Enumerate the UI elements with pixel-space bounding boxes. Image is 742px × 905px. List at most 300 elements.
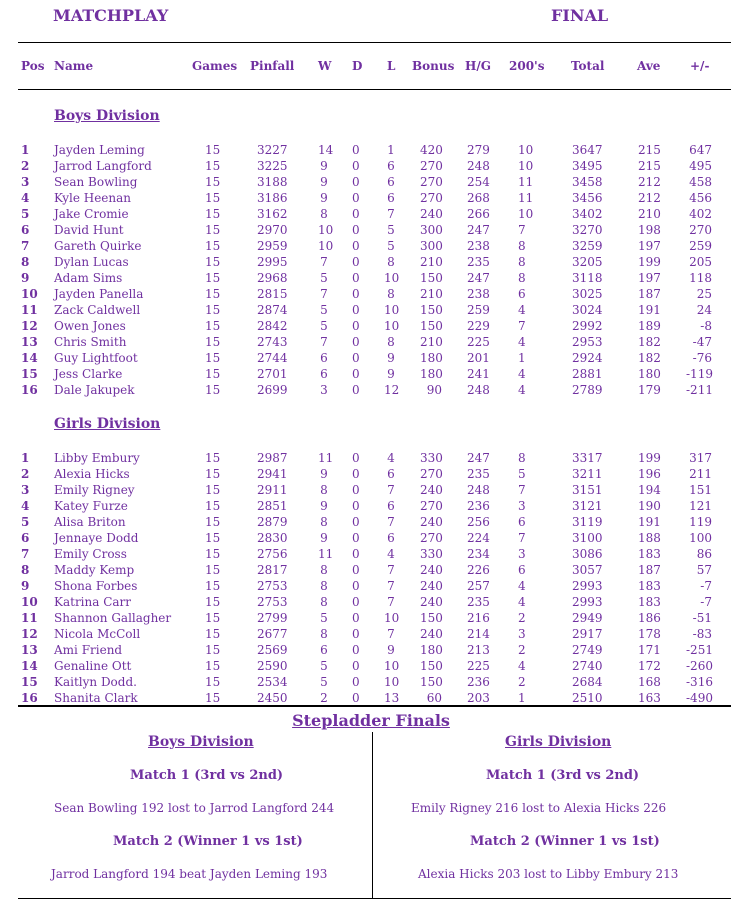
stepladder-girls-match2-label: Match 2 (Winner 1 vs 1st)	[470, 834, 660, 849]
cell-total: 2924	[572, 351, 603, 365]
cell-l: 1	[387, 143, 395, 157]
cell-ave: 215	[638, 143, 661, 157]
cell-bonus: 240	[420, 515, 443, 529]
cell-plusminus: 118	[689, 271, 712, 285]
table-row	[0, 514, 742, 530]
cell-d: 0	[352, 499, 360, 513]
cell-pos: 3	[21, 175, 30, 189]
cell-w: 6	[320, 367, 328, 381]
cell-bonus: 180	[420, 367, 443, 381]
cell-200s: 7	[518, 319, 526, 333]
cell-w: 9	[320, 531, 328, 545]
stepladder-boys-match1-result: Sean Bowling 192 lost to Jarrod Langford 244	[54, 801, 335, 815]
cell-pos: 14	[21, 659, 38, 673]
cell-d: 0	[352, 191, 360, 205]
cell-plusminus: 100	[689, 531, 712, 545]
cell-pinfall: 2959	[257, 239, 288, 253]
cell-hg: 247	[467, 223, 490, 237]
cell-w: 11	[318, 451, 334, 465]
col-pinfall: Pinfall	[250, 59, 295, 73]
cell-name: Shannon Gallagher	[54, 611, 172, 625]
cell-l: 4	[387, 451, 395, 465]
cell-pos: 6	[21, 223, 30, 237]
cell-pos: 11	[21, 303, 38, 317]
cell-total: 2953	[572, 335, 603, 349]
cell-games: 15	[205, 143, 221, 157]
cell-name: Jayden Leming	[54, 143, 145, 157]
cell-total: 2881	[572, 367, 603, 381]
cell-200s: 2	[518, 611, 526, 625]
col-200s: 200's	[509, 59, 545, 73]
cell-total: 3025	[572, 287, 603, 301]
cell-pos: 9	[21, 579, 30, 593]
cell-bonus: 240	[420, 579, 443, 593]
cell-pinfall: 3186	[257, 191, 288, 205]
title-matchplay: MATCHPLAY	[53, 6, 169, 25]
cell-name: Dale Jakupek	[54, 383, 135, 397]
cell-200s: 2	[518, 643, 526, 657]
cell-ave: 191	[638, 515, 661, 529]
cell-ave: 189	[638, 319, 661, 333]
cell-pinfall: 2941	[257, 467, 288, 481]
cell-games: 15	[205, 515, 221, 529]
cell-pos: 7	[21, 239, 30, 253]
cell-d: 0	[352, 659, 360, 673]
cell-pinfall: 2699	[257, 383, 288, 397]
cell-total: 3259	[572, 239, 603, 253]
cell-total: 3270	[572, 223, 603, 237]
cell-l: 6	[387, 159, 395, 173]
title-final: FINAL	[551, 6, 609, 25]
cell-d: 0	[352, 271, 360, 285]
cell-bonus: 60	[426, 691, 442, 705]
cell-total: 3211	[572, 467, 603, 481]
cell-total: 3119	[572, 515, 603, 529]
cell-l: 8	[387, 255, 395, 269]
cell-name: Katrina Carr	[54, 595, 132, 609]
cell-total: 3057	[572, 563, 603, 577]
cell-w: 5	[320, 675, 328, 689]
cell-d: 0	[352, 239, 360, 253]
cell-pinfall: 2830	[257, 531, 288, 545]
cell-games: 15	[205, 499, 221, 513]
cell-200s: 10	[518, 207, 534, 221]
cell-bonus: 150	[420, 271, 443, 285]
cell-pinfall: 2987	[257, 451, 288, 465]
cell-ave: 182	[638, 335, 661, 349]
cell-w: 5	[320, 659, 328, 673]
page-bottom-rule	[18, 898, 731, 899]
cell-ave: 168	[638, 675, 661, 689]
cell-d: 0	[352, 643, 360, 657]
cell-games: 15	[205, 319, 221, 333]
cell-total: 3121	[572, 499, 603, 513]
cell-games: 15	[205, 675, 221, 689]
cell-total: 2789	[572, 383, 603, 397]
cell-d: 0	[352, 159, 360, 173]
cell-pos: 9	[21, 271, 30, 285]
cell-plusminus: 25	[696, 287, 712, 301]
cell-l: 7	[387, 563, 395, 577]
cell-w: 9	[320, 499, 328, 513]
cell-hg: 238	[467, 287, 490, 301]
stepladder-divider	[372, 732, 373, 898]
table-row	[0, 174, 742, 190]
cell-d: 0	[352, 383, 360, 397]
cell-total: 3317	[572, 451, 603, 465]
cell-ave: 199	[638, 451, 661, 465]
cell-name: Jennaye Dodd	[54, 531, 139, 545]
cell-200s: 8	[518, 239, 526, 253]
cell-ave: 180	[638, 367, 661, 381]
cell-l: 7	[387, 627, 395, 641]
cell-plusminus: -7	[700, 579, 712, 593]
stepladder-boys-title: Boys Division	[148, 734, 254, 750]
cell-name: Jess Clarke	[54, 367, 123, 381]
cell-name: Sean Bowling	[54, 175, 138, 189]
cell-pinfall: 2450	[257, 691, 288, 705]
cell-ave: 179	[638, 383, 661, 397]
cell-l: 6	[387, 499, 395, 513]
cell-pinfall: 2815	[257, 287, 288, 301]
table-row	[0, 142, 742, 158]
cell-w: 9	[320, 467, 328, 481]
cell-pinfall: 2753	[257, 579, 288, 593]
table-row	[0, 382, 742, 398]
cell-bonus: 150	[420, 611, 443, 625]
cell-w: 7	[320, 335, 328, 349]
cell-name: Nicola McColl	[54, 627, 141, 641]
col-w: W	[318, 59, 332, 73]
cell-pinfall: 2744	[257, 351, 288, 365]
cell-name: Katey Furze	[54, 499, 128, 513]
cell-total: 2510	[572, 691, 603, 705]
cell-d: 0	[352, 255, 360, 269]
cell-hg: 248	[467, 159, 490, 173]
cell-hg: 235	[467, 595, 490, 609]
cell-l: 10	[384, 319, 400, 333]
table-row	[0, 366, 742, 382]
table-row	[0, 350, 742, 366]
cell-pos: 15	[21, 367, 38, 381]
cell-hg: 226	[467, 563, 490, 577]
cell-ave: 178	[638, 627, 661, 641]
cell-hg: 247	[467, 271, 490, 285]
cell-200s: 4	[518, 383, 526, 397]
cell-200s: 11	[518, 175, 534, 189]
cell-bonus: 180	[420, 351, 443, 365]
cell-w: 8	[320, 563, 328, 577]
cell-total: 3456	[572, 191, 603, 205]
cell-hg: 254	[467, 175, 490, 189]
cell-d: 0	[352, 143, 360, 157]
cell-ave: 197	[638, 271, 661, 285]
cell-d: 0	[352, 319, 360, 333]
cell-l: 10	[384, 675, 400, 689]
stepladder-boys-match2-result: Jarrod Langford 194 beat Jayden Leming 193	[51, 867, 328, 881]
cell-ave: 172	[638, 659, 661, 673]
cell-games: 15	[205, 223, 221, 237]
cell-l: 7	[387, 207, 395, 221]
cell-ave: 194	[638, 483, 661, 497]
cell-plusminus: 205	[689, 255, 712, 269]
cell-ave: 210	[638, 207, 661, 221]
cell-ave: 196	[638, 467, 661, 481]
cell-total: 3205	[572, 255, 603, 269]
cell-pos: 12	[21, 319, 38, 333]
cell-ave: 163	[638, 691, 661, 705]
cell-bonus: 330	[420, 451, 443, 465]
cell-d: 0	[352, 335, 360, 349]
cell-d: 0	[352, 287, 360, 301]
cell-l: 10	[384, 659, 400, 673]
cell-pos: 8	[21, 563, 30, 577]
cell-bonus: 150	[420, 659, 443, 673]
cell-d: 0	[352, 175, 360, 189]
cell-games: 15	[205, 351, 221, 365]
cell-plusminus: 495	[689, 159, 712, 173]
cell-pinfall: 2879	[257, 515, 288, 529]
cell-plusminus: 317	[689, 451, 712, 465]
cell-hg: 266	[467, 207, 490, 221]
cell-name: Shona Forbes	[54, 579, 138, 593]
table-row	[0, 190, 742, 206]
cell-games: 15	[205, 451, 221, 465]
cell-hg: 234	[467, 547, 490, 561]
cell-bonus: 240	[420, 207, 443, 221]
cell-l: 6	[387, 191, 395, 205]
cell-hg: 248	[467, 483, 490, 497]
cell-total: 2740	[572, 659, 603, 673]
cell-ave: 183	[638, 595, 661, 609]
cell-hg: 268	[467, 191, 490, 205]
cell-name: Emily Rigney	[54, 483, 135, 497]
cell-name: Kyle Heenan	[54, 191, 132, 205]
cell-games: 15	[205, 611, 221, 625]
cell-ave: 191	[638, 303, 661, 317]
cell-name: Gareth Quirke	[54, 239, 142, 253]
table-row	[0, 334, 742, 350]
table-row	[0, 690, 742, 706]
cell-pos: 2	[21, 159, 30, 173]
cell-bonus: 300	[420, 223, 443, 237]
cell-w: 9	[320, 191, 328, 205]
cell-bonus: 270	[420, 191, 443, 205]
col-plusminus: +/-	[690, 59, 710, 73]
cell-200s: 10	[518, 159, 534, 173]
cell-bonus: 180	[420, 643, 443, 657]
cell-d: 0	[352, 223, 360, 237]
cell-name: Owen Jones	[54, 319, 126, 333]
cell-d: 0	[352, 691, 360, 705]
cell-bonus: 270	[420, 531, 443, 545]
cell-pinfall: 2874	[257, 303, 288, 317]
table-row	[0, 578, 742, 594]
cell-pinfall: 2590	[257, 659, 288, 673]
cell-l: 8	[387, 287, 395, 301]
cell-l: 5	[387, 239, 395, 253]
cell-total: 3100	[572, 531, 603, 545]
cell-200s: 8	[518, 271, 526, 285]
cell-pos: 12	[21, 627, 38, 641]
cell-ave: 187	[638, 563, 661, 577]
cell-plusminus: 456	[689, 191, 712, 205]
table-row	[0, 206, 742, 222]
cell-hg: 235	[467, 255, 490, 269]
cell-l: 12	[384, 383, 400, 397]
cell-d: 0	[352, 627, 360, 641]
cell-bonus: 210	[420, 255, 443, 269]
cell-games: 15	[205, 579, 221, 593]
cell-games: 15	[205, 303, 221, 317]
cell-hg: 225	[467, 335, 490, 349]
cell-w: 3	[320, 383, 328, 397]
cell-l: 13	[384, 691, 400, 705]
cell-games: 15	[205, 159, 221, 173]
cell-d: 0	[352, 515, 360, 529]
cell-name: Dylan Lucas	[54, 255, 129, 269]
cell-name: Kaitlyn Dodd.	[54, 675, 137, 689]
cell-ave: 215	[638, 159, 661, 173]
cell-name: Guy Lightfoot	[54, 351, 138, 365]
cell-hg: 201	[467, 351, 490, 365]
cell-200s: 4	[518, 335, 526, 349]
cell-ave: 188	[638, 531, 661, 545]
cell-pinfall: 2756	[257, 547, 288, 561]
cell-ave: 197	[638, 239, 661, 253]
cell-pos: 4	[21, 499, 30, 513]
cell-bonus: 150	[420, 303, 443, 317]
cell-l: 4	[387, 547, 395, 561]
cell-pinfall: 3225	[257, 159, 288, 173]
table-row	[0, 254, 742, 270]
cell-hg: 241	[467, 367, 490, 381]
cell-pinfall: 2970	[257, 223, 288, 237]
cell-w: 9	[320, 175, 328, 189]
cell-plusminus: 121	[689, 499, 712, 513]
cell-games: 15	[205, 659, 221, 673]
cell-200s: 6	[518, 515, 526, 529]
cell-plusminus: -51	[692, 611, 712, 625]
cell-games: 15	[205, 595, 221, 609]
cell-plusminus: 57	[696, 563, 712, 577]
cell-l: 7	[387, 579, 395, 593]
cell-d: 0	[352, 595, 360, 609]
cell-pos: 1	[21, 143, 30, 157]
col-ave: Ave	[637, 59, 661, 73]
cell-bonus: 270	[420, 467, 443, 481]
cell-bonus: 240	[420, 563, 443, 577]
table-row	[0, 674, 742, 690]
cell-games: 15	[205, 367, 221, 381]
cell-name: Libby Embury	[54, 451, 140, 465]
cell-plusminus: 458	[689, 175, 712, 189]
cell-l: 10	[384, 611, 400, 625]
cell-ave: 183	[638, 547, 661, 561]
cell-pos: 16	[21, 383, 38, 397]
cell-hg: 279	[467, 143, 490, 157]
cell-games: 15	[205, 175, 221, 189]
cell-200s: 10	[518, 143, 534, 157]
cell-pos: 8	[21, 255, 30, 269]
cell-bonus: 300	[420, 239, 443, 253]
cell-plusminus: -490	[686, 691, 713, 705]
cell-200s: 2	[518, 675, 526, 689]
cell-pos: 4	[21, 191, 30, 205]
table-row	[0, 158, 742, 174]
cell-bonus: 210	[420, 335, 443, 349]
cell-pos: 3	[21, 483, 30, 497]
cell-plusminus: 119	[689, 515, 712, 529]
table-row	[0, 610, 742, 626]
cell-name: Zack Caldwell	[54, 303, 141, 317]
cell-plusminus: 211	[689, 467, 712, 481]
cell-pos: 13	[21, 643, 38, 657]
cell-w: 5	[320, 271, 328, 285]
table-row	[0, 530, 742, 546]
cell-ave: 199	[638, 255, 661, 269]
cell-total: 3151	[572, 483, 603, 497]
cell-ave: 171	[638, 643, 661, 657]
cell-total: 3458	[572, 175, 603, 189]
table-row	[0, 450, 742, 466]
cell-games: 15	[205, 627, 221, 641]
cell-w: 8	[320, 483, 328, 497]
cell-200s: 6	[518, 287, 526, 301]
cell-bonus: 330	[420, 547, 443, 561]
cell-200s: 3	[518, 547, 526, 561]
cell-w: 7	[320, 255, 328, 269]
cell-d: 0	[352, 563, 360, 577]
cell-total: 3402	[572, 207, 603, 221]
cell-ave: 190	[638, 499, 661, 513]
cell-pos: 14	[21, 351, 38, 365]
table-row	[0, 546, 742, 562]
cell-pos: 13	[21, 335, 38, 349]
cell-hg: 216	[467, 611, 490, 625]
cell-pos: 2	[21, 467, 30, 481]
cell-hg: 203	[467, 691, 490, 705]
cell-pos: 16	[21, 691, 38, 705]
table-row	[0, 270, 742, 286]
cell-ave: 212	[638, 191, 661, 205]
cell-bonus: 210	[420, 287, 443, 301]
cell-games: 15	[205, 239, 221, 253]
table-row	[0, 498, 742, 514]
cell-l: 10	[384, 271, 400, 285]
cell-name: Adam Sims	[54, 271, 123, 285]
cell-d: 0	[352, 547, 360, 561]
cell-plusminus: -119	[686, 367, 713, 381]
cell-bonus: 240	[420, 627, 443, 641]
cell-pinfall: 2677	[257, 627, 288, 641]
col-l: L	[387, 59, 396, 73]
cell-games: 15	[205, 691, 221, 705]
stepladder-girls-match1-result: Emily Rigney 216 lost to Alexia Hicks 226	[411, 801, 667, 815]
cell-ave: 182	[638, 351, 661, 365]
cell-l: 6	[387, 467, 395, 481]
cell-200s: 4	[518, 303, 526, 317]
cell-plusminus: 402	[689, 207, 712, 221]
cell-d: 0	[352, 611, 360, 625]
cell-200s: 8	[518, 255, 526, 269]
cell-name: Jarrod Langford	[54, 159, 152, 173]
cell-l: 6	[387, 531, 395, 545]
cell-pinfall: 2743	[257, 335, 288, 349]
boys-division-title: Boys Division	[54, 108, 160, 124]
cell-200s: 1	[518, 691, 526, 705]
column-header-row	[0, 59, 742, 75]
